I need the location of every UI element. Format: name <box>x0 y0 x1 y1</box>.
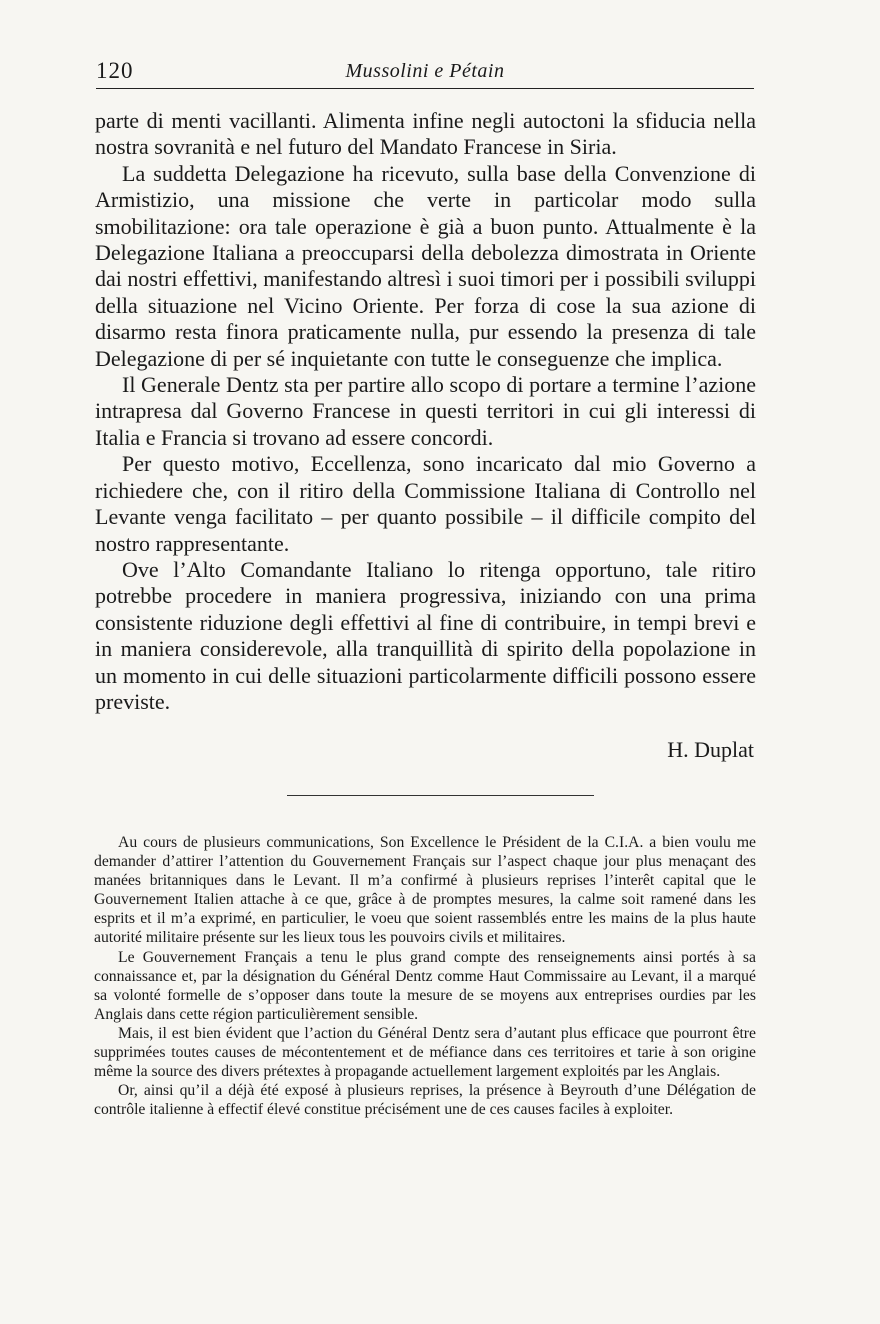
paragraph: Per questo motivo, Eccellenza, sono incaricato dal mio Governo a richiedere che, con il ritiro della Commissione Italiana di Controllo nel Levante venga facilitato – per quanto possibile – il difficile compito del nostro rappresentante. <box>95 451 756 556</box>
note-paragraph: Le Gouvernement Français a tenu le plus grand compte des renseignements ainsi portés à sa connaissance et, par la désignation du Général Dentz comme Haut Commissaire au Levant, il a marqué sa volonté formelle de s’opposer dans toute la mesure de se moyens aux entreprises ourdies par les Anglais dans cette région particulièrement sensible. <box>94 948 756 1023</box>
note-paragraph: Au cours de plusieurs communications, Son Excellence le Président de la C.I.A. a bien voulu me demander d’attirer l’attention du Gouvernement Français sur l’aspect chaque jour plus menaçant des manées britanniques dans le Levant. Il m’a confirmé à plusieurs reprises l’interêt capital que le Gouvernement Italien attache à ce que, grâce à de promptes mesures, la calme soit ramené dans les esprits et il m’a exprimé, en particulier, le voeu que soient rassemblés entre les mains de la plus haute autorité militaire présente sur les lieux tous les pouvoirs civils et militaires. <box>94 834 756 947</box>
main-text <box>95 108 756 715</box>
running-title: Mussolini e Pétain <box>345 60 505 82</box>
page-number: 120 <box>96 58 134 83</box>
note-paragraph: Or, ainsi qu’il a déjà été exposé à plusieurs reprises, la présence à Beyrouth d’une Délégation de contrôle italienne à effectif élevé constitue précisément une de ces causes faciles à exploiter. <box>94 1082 756 1119</box>
signature: H. Duplat <box>667 737 754 762</box>
page-header <box>96 58 754 89</box>
paragraph-continued: parte di menti vacillanti. Alimenta infine negli autoctoni la sfiducia nella nostra sovranità e nel futuro del Mandato Francese in Siria. <box>95 108 756 160</box>
section-divider <box>287 795 594 796</box>
paragraph: La suddetta Delegazione ha ricevuto, sulla base della Convenzione di Armistizio, una missione che verte in particolar modo sulla smobilitazione: ora tale operazione è già a buon punto. Attualmente è la Delegazione Italiana a preoccuparsi della debolezza dimostrata in Oriente dai nostri effettivi, manifestando altresì i suoi timori per i possibili sviluppi della situazione nel Vicino Oriente. Per forza di cose la sua azione di disarmo resta finora praticamente nulla, pur essendo la presenza di tale Delegazione di per sé inquietante con tutte le conseguenze che implica. <box>95 160 756 371</box>
note-paragraph: Mais, il est bien évident que l’action du Général Dentz sera d’autant plus efficace que pourront être supprimées toutes causes de mécontentement et de méfiance dans ces territoires et tarie à son origine même la source des divers prétextes à propagande actuellement largement exploités par les Anglais. <box>94 1024 756 1081</box>
french-text-block <box>94 833 756 1119</box>
paragraph: Il Generale Dentz sta per partire allo scopo di portare a termine l’azione intrapresa dal Governo Francese in questi territori in cui gli interessi di Italia e Francia si trovano ad essere concordi. <box>95 372 756 450</box>
paragraph: Ove l’Alto Comandante Italiano lo ritenga opportuno, tale ritiro potrebbe procedere in maniera progressiva, iniziando con una prima consistente riduzione degli effettivi al fine di contribuire, in tempi brevi e in maniera considerevole, alla tranquillità di spirito della popolazione in un momento in cui delle situazioni particolarmente difficili possono essere previste. <box>95 556 756 714</box>
